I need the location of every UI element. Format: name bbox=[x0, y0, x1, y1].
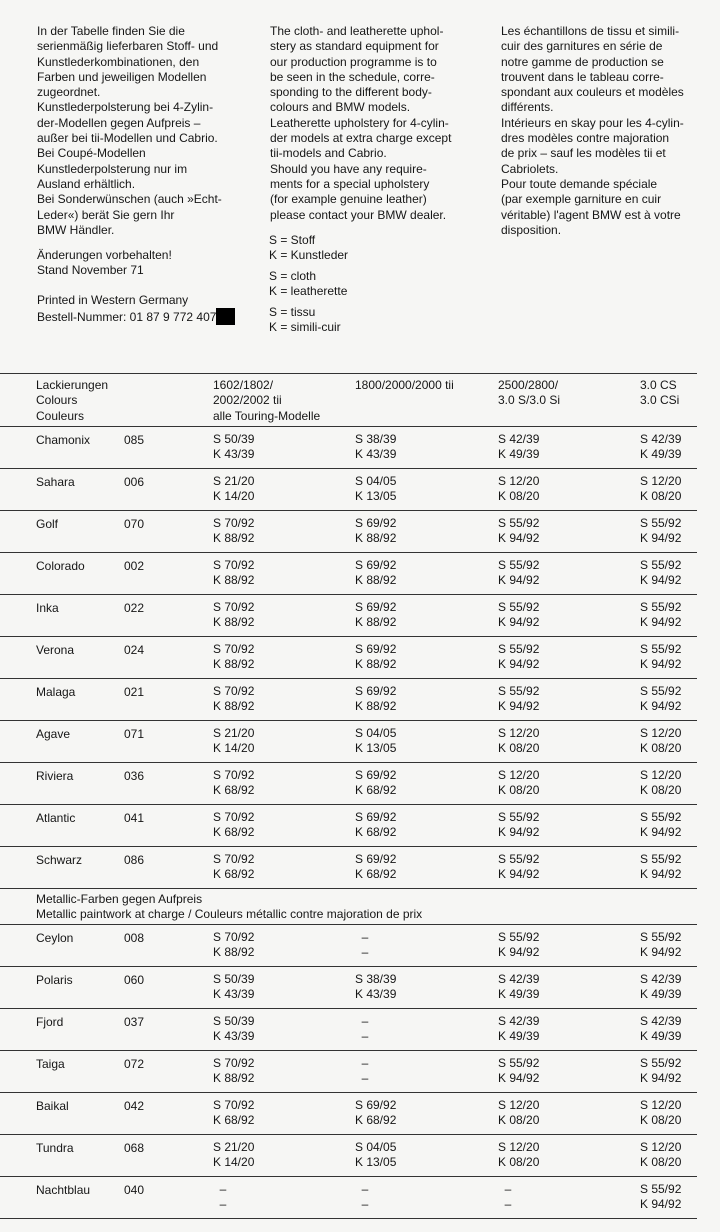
intro-english: The cloth- and leatherette uphol- stery as standard equipment for our production programme is to be seen in the schedule, corre- sponding to the different body- colours and BMW models. Leatherette upholstery for 4-cylin- der models at extra charge except tii-models and Cabrio. Should you have any require- ments for a special upholstery (for example genuine leather) please contact your BMW dealer. bbox=[270, 24, 452, 222]
table-row bbox=[0, 805, 697, 847]
table-header bbox=[0, 374, 697, 427]
trim-code-cell: – – bbox=[361, 1014, 369, 1044]
trim-code-cell: S 55/92 K 94/92 bbox=[640, 684, 682, 714]
trim-code-cell: S 70/92 K 88/92 bbox=[213, 516, 255, 546]
intro-french: Les échantillons de tissu et simili- cuir des garnitures en série de notre gamme de production se trouvent dans le tableau corre- spondant aux couleurs et modèles différents. Intérieurs en skay pour les 4-cylin- dres modèles contre majoration de prix – sauf les modèles tii et Cabriolets. Pour toute demande spéciale (par exemple garniture en cuir véritable) l'agent BMW est à votre disposition. bbox=[501, 24, 684, 237]
colour-name: Golf bbox=[36, 517, 59, 531]
trim-code-cell: S 69/92 K 68/92 bbox=[355, 810, 397, 840]
trim-code-cell: S 55/92 K 94/92 bbox=[640, 558, 682, 588]
trim-code-cell: S 12/20 K 08/20 bbox=[640, 768, 682, 798]
standard-rows bbox=[0, 427, 697, 889]
colour-code: 068 bbox=[124, 1141, 145, 1155]
trim-code-cell: – – bbox=[504, 1182, 512, 1212]
trim-code-cell: S 70/92 K 88/92 bbox=[213, 684, 255, 714]
table-row bbox=[0, 553, 697, 595]
trim-code-cell: S 42/39 K 49/39 bbox=[498, 432, 540, 462]
trim-code-cell: S 04/05 K 13/05 bbox=[355, 474, 397, 504]
header-model-2500: 2500/2800/ 3.0 S/3.0 Si bbox=[498, 378, 561, 408]
legend-english bbox=[269, 269, 347, 299]
trim-code-cell: S 70/92 K 88/92 bbox=[213, 642, 255, 672]
table-row bbox=[0, 847, 697, 889]
trim-code-cell: S 70/92 K 88/92 bbox=[213, 558, 255, 588]
metallic-heading bbox=[0, 889, 697, 925]
trim-code-cell: S 55/92 K 94/92 bbox=[640, 600, 682, 630]
print-block bbox=[37, 293, 235, 326]
trim-code-cell: S 55/92 K 94/92 bbox=[640, 810, 682, 840]
table-row bbox=[0, 595, 697, 637]
upholstery-table bbox=[0, 373, 697, 1219]
trim-code-cell: S 12/20 K 08/20 bbox=[498, 1140, 540, 1170]
trim-code-cell: S 38/39 K 43/39 bbox=[355, 432, 397, 462]
trim-code-cell: S 50/39 K 43/39 bbox=[213, 972, 255, 1002]
trim-code-cell: S 12/20 K 08/20 bbox=[498, 768, 540, 798]
trim-code-cell: S 69/92 K 68/92 bbox=[355, 768, 397, 798]
trim-code-cell: S 55/92 K 94/92 bbox=[640, 930, 682, 960]
table-row bbox=[0, 679, 697, 721]
trim-code-cell: S 55/92 K 94/92 bbox=[498, 930, 540, 960]
trim-code-cell: S 70/92 K 68/92 bbox=[213, 768, 255, 798]
colour-code: 036 bbox=[124, 769, 145, 783]
table-row bbox=[0, 1009, 697, 1051]
trim-code-cell: S 69/92 K 88/92 bbox=[355, 684, 397, 714]
trim-code-cell: S 12/20 K 08/20 bbox=[498, 474, 540, 504]
trim-code-cell: S 70/92 K 88/92 bbox=[213, 600, 255, 630]
colour-code: 085 bbox=[124, 433, 145, 447]
notes-block bbox=[37, 248, 172, 279]
colour-name: Riviera bbox=[36, 769, 74, 783]
table-row bbox=[0, 925, 697, 967]
trim-code-cell: S 70/92 K 88/92 bbox=[213, 1056, 255, 1086]
table-row bbox=[0, 1177, 697, 1219]
colour-name: Colorado bbox=[36, 559, 85, 573]
legend-item: S = Stoff bbox=[269, 233, 316, 247]
trim-code-cell: S 69/92 K 68/92 bbox=[355, 1098, 397, 1128]
colour-name: Verona bbox=[36, 643, 75, 657]
trim-code-cell: S 55/92 K 94/92 bbox=[498, 516, 540, 546]
colour-code: 070 bbox=[124, 517, 145, 531]
trim-code-cell: S 50/39 K 43/39 bbox=[213, 1014, 255, 1044]
trim-code-cell: S 42/39 K 49/39 bbox=[640, 972, 682, 1002]
trim-code-cell: – – bbox=[361, 930, 369, 960]
stand-date: Stand November 71 bbox=[37, 263, 144, 278]
trim-code-cell: S 55/92 K 94/92 bbox=[498, 558, 540, 588]
legend-item: K = Kunstleder bbox=[269, 248, 349, 262]
legend-item: K = leatherette bbox=[269, 284, 348, 298]
trim-code-cell: S 42/39 K 49/39 bbox=[498, 972, 540, 1002]
colour-name: Nachtblau bbox=[36, 1183, 91, 1197]
colour-name: Sahara bbox=[36, 475, 75, 489]
trim-code-cell: S 21/20 K 14/20 bbox=[213, 474, 255, 504]
table-row bbox=[0, 721, 697, 763]
trim-code-cell: S 55/92 K 94/92 bbox=[498, 684, 540, 714]
colour-code: 008 bbox=[124, 931, 145, 945]
trim-code-cell: S 69/92 K 68/92 bbox=[355, 852, 397, 882]
legend-item: K = simili-cuir bbox=[269, 320, 341, 334]
trim-code-cell: S 55/92 K 94/92 bbox=[640, 516, 682, 546]
table-row bbox=[0, 469, 697, 511]
trim-code-cell: S 42/39 K 49/39 bbox=[640, 432, 682, 462]
printed-note: Printed in Western Germany bbox=[37, 293, 189, 307]
header-model-1800: 1800/2000/2000 tii bbox=[355, 378, 454, 392]
trim-code-cell: S 55/92 K 94/92 bbox=[498, 852, 540, 882]
table-row bbox=[0, 511, 697, 553]
legend-item: S = cloth bbox=[269, 269, 317, 283]
trim-code-cell: S 69/92 K 88/92 bbox=[355, 600, 397, 630]
trim-code-cell: S 55/92 K 94/92 bbox=[498, 810, 540, 840]
colour-name: Schwarz bbox=[36, 853, 83, 867]
trim-code-cell: S 55/92 K 94/92 bbox=[640, 1056, 682, 1086]
trim-code-cell: S 50/39 K 43/39 bbox=[213, 432, 255, 462]
trim-code-cell: S 70/92 K 68/92 bbox=[213, 810, 255, 840]
colour-code: 086 bbox=[124, 853, 145, 867]
colour-code: 071 bbox=[124, 727, 145, 741]
trim-code-cell: S 04/05 K 13/05 bbox=[355, 1140, 397, 1170]
colour-name: Taiga bbox=[36, 1057, 65, 1071]
trim-code-cell: S 70/92 K 88/92 bbox=[213, 930, 255, 960]
table-row bbox=[0, 967, 697, 1009]
intro-german: In der Tabelle finden Sie die serienmäßig lieferbaren Stoff- und Kunstlederkombinationen, den Farben und jeweiligen Modellen zugeordnet. Kunstlederpolsterung bei 4-Zylin- der-Modellen gegen Aufpreis – außer bei tii-Modellen und Cabrio. Bei Coupé-Modellen Kunstlederpolsterung nur im Ausland erhältlich. Bei Sonderwünschen (auch »Echt- Leder«) berät Sie gern Ihr BMW Händler. bbox=[37, 24, 222, 237]
trim-code-cell: – – bbox=[361, 1182, 369, 1212]
colour-code: 022 bbox=[124, 601, 145, 615]
table-row bbox=[0, 1093, 697, 1135]
colour-code: 021 bbox=[124, 685, 145, 699]
trim-code-cell: S 04/05 K 13/05 bbox=[355, 726, 397, 756]
colour-code: 002 bbox=[124, 559, 145, 573]
table-row bbox=[0, 427, 697, 469]
trim-code-cell: S 12/20 K 08/20 bbox=[640, 474, 682, 504]
colour-code: 041 bbox=[124, 811, 145, 825]
trim-code-cell: S 55/92 K 94/92 bbox=[498, 1056, 540, 1086]
colour-code: 024 bbox=[124, 643, 145, 657]
colour-code: 006 bbox=[124, 475, 145, 489]
colour-code: 060 bbox=[124, 973, 145, 987]
trim-code-cell: S 21/20 K 14/20 bbox=[213, 726, 255, 756]
order-number-line bbox=[37, 308, 235, 325]
trim-code-cell: S 12/20 K 08/20 bbox=[498, 726, 540, 756]
metallic-heading-en-fr: Metallic paintwork at charge / Couleurs métallic contre majoration de prix bbox=[36, 907, 423, 921]
colour-name: Malaga bbox=[36, 685, 76, 699]
metallic-heading-de: Metallic-Farben gegen Aufpreis bbox=[36, 892, 203, 906]
colour-code: 042 bbox=[124, 1099, 145, 1113]
colour-name: Chamonix bbox=[36, 433, 91, 447]
trim-code-cell: S 42/39 K 49/39 bbox=[498, 1014, 540, 1044]
colour-name: Baikal bbox=[36, 1099, 69, 1113]
header-model-30cs: 3.0 CS 3.0 CSi bbox=[640, 378, 680, 408]
trim-code-cell: S 70/92 K 68/92 bbox=[213, 852, 255, 882]
metallic-rows bbox=[0, 925, 697, 1219]
table-row bbox=[0, 1051, 697, 1093]
legend-item: S = tissu bbox=[269, 305, 316, 319]
colour-name: Agave bbox=[36, 727, 71, 741]
header-colours: Lackierungen Colours Couleurs bbox=[36, 378, 109, 423]
legend-german bbox=[269, 233, 348, 263]
order-number: Bestell-Nummer: 01 87 9 772 407 bbox=[37, 310, 217, 325]
colour-name: Tundra bbox=[36, 1141, 74, 1155]
colour-code: 037 bbox=[124, 1015, 145, 1029]
trim-code-cell: S 55/92 K 94/92 bbox=[640, 1182, 682, 1212]
trim-code-cell: S 12/20 K 08/20 bbox=[498, 1098, 540, 1128]
trim-code-cell: S 12/20 K 08/20 bbox=[640, 726, 682, 756]
trim-code-cell: S 42/39 K 49/39 bbox=[640, 1014, 682, 1044]
trim-code-cell: – – bbox=[219, 1182, 227, 1212]
trim-code-cell: S 55/92 K 94/92 bbox=[640, 852, 682, 882]
colour-code: 040 bbox=[124, 1183, 145, 1197]
redaction-box bbox=[216, 308, 235, 325]
trim-code-cell: S 38/39 K 43/39 bbox=[355, 972, 397, 1002]
colour-name: Fjord bbox=[36, 1015, 64, 1029]
colour-code: 072 bbox=[124, 1057, 145, 1071]
trim-code-cell: – – bbox=[361, 1056, 369, 1086]
trim-code-cell: S 12/20 K 08/20 bbox=[640, 1098, 682, 1128]
trim-code-cell: S 69/92 K 88/92 bbox=[355, 558, 397, 588]
header-model-1602: 1602/1802/ 2002/2002 tii alle Touring-Modelle bbox=[213, 378, 321, 423]
table-row bbox=[0, 1135, 697, 1177]
colour-name: Inka bbox=[36, 601, 59, 615]
trim-code-cell: S 21/20 K 14/20 bbox=[213, 1140, 255, 1170]
table-row bbox=[0, 763, 697, 805]
trim-code-cell: S 55/92 K 94/92 bbox=[498, 600, 540, 630]
colour-name: Polaris bbox=[36, 973, 73, 987]
trim-code-cell: S 55/92 K 94/92 bbox=[640, 642, 682, 672]
legend-french bbox=[269, 305, 341, 335]
colour-name: Atlantic bbox=[36, 811, 76, 825]
trim-code-cell: S 55/92 K 94/92 bbox=[498, 642, 540, 672]
trim-code-cell: S 69/92 K 88/92 bbox=[355, 516, 397, 546]
colour-name: Ceylon bbox=[36, 931, 74, 945]
changes-note: Änderungen vorbehalten! bbox=[37, 248, 172, 262]
trim-code-cell: S 69/92 K 88/92 bbox=[355, 642, 397, 672]
trim-code-cell: S 12/20 K 08/20 bbox=[640, 1140, 682, 1170]
table-row bbox=[0, 637, 697, 679]
trim-code-cell: S 70/92 K 68/92 bbox=[213, 1098, 255, 1128]
